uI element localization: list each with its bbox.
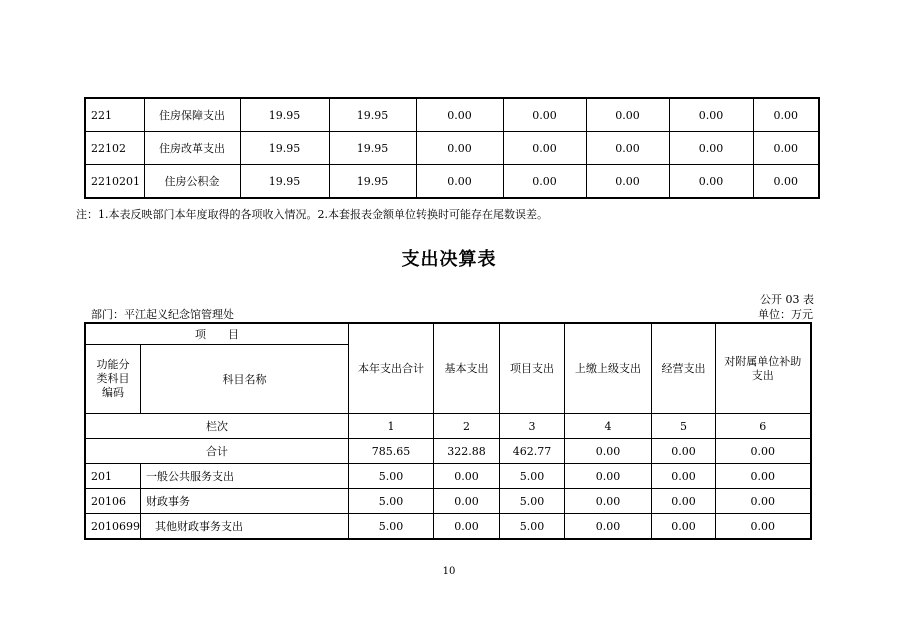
cell-value: 0.00 <box>586 98 669 132</box>
cell-value: 0.00 <box>416 98 503 132</box>
table-row <box>85 514 811 540</box>
cell-value: 19.95 <box>240 165 329 199</box>
cell-value: 19.95 <box>329 165 416 199</box>
cell-value: 0.00 <box>669 98 753 132</box>
cell-name: 其他财政事务支出 <box>141 514 349 540</box>
cell-value: 19.95 <box>329 132 416 165</box>
cell-code: 20106 <box>85 489 141 514</box>
income-table-continued <box>84 97 820 199</box>
cell-value: 0.00 <box>652 514 716 540</box>
cell-value: 0.00 <box>669 165 753 199</box>
cell-value: 0.00 <box>565 514 652 540</box>
index-cell: 1 <box>349 414 434 439</box>
cell-value: 0.00 <box>416 132 503 165</box>
cell-value: 0.00 <box>753 165 819 199</box>
column-header: 上缴上级支出 <box>565 323 652 414</box>
cell-code: 22102 <box>85 132 144 165</box>
cell-value: 19.95 <box>240 98 329 132</box>
index-label: 栏次 <box>85 414 349 439</box>
table-row <box>85 464 811 489</box>
cell-code: 2010699 <box>85 514 141 540</box>
cell-value: 0.00 <box>652 489 716 514</box>
cell-value: 0.00 <box>565 489 652 514</box>
cell-value: 0.00 <box>565 464 652 489</box>
index-row <box>85 414 811 439</box>
cell-value: 0.00 <box>434 514 500 540</box>
column-header: 对附属单位补助支出 <box>716 323 811 414</box>
cell-value: 0.00 <box>503 132 586 165</box>
cell-value: 19.95 <box>240 132 329 165</box>
cell-name: 住房保障支出 <box>144 98 240 132</box>
page-title: 支出决算表 <box>401 249 497 270</box>
table-row <box>85 98 819 132</box>
cell-name: 住房公积金 <box>144 165 240 199</box>
unit-label: 单位：万元 <box>758 308 813 321</box>
cell-code: 201 <box>85 464 141 489</box>
cell-name: 财政事务 <box>141 489 349 514</box>
total-cell: 0.00 <box>652 439 716 464</box>
cell-value: 0.00 <box>716 464 811 489</box>
header-code: 功能分类科目编码 <box>85 345 141 414</box>
header-row <box>85 323 811 345</box>
cell-code: 2210201 <box>85 165 144 199</box>
cell-value: 0.00 <box>669 132 753 165</box>
index-cell: 2 <box>434 414 500 439</box>
cell-value: 0.00 <box>716 514 811 540</box>
header-name: 科目名称 <box>141 345 349 414</box>
expenditure-table <box>84 322 812 540</box>
cell-value: 5.00 <box>349 489 434 514</box>
cell-value: 0.00 <box>416 165 503 199</box>
header-item: 项 目 <box>85 323 349 345</box>
total-cell: 0.00 <box>716 439 811 464</box>
total-label: 合计 <box>85 439 349 464</box>
cell-value: 0.00 <box>753 132 819 165</box>
cell-value: 0.00 <box>652 464 716 489</box>
cell-value: 5.00 <box>349 464 434 489</box>
department-label: 部门：平江起义纪念馆管理处 <box>91 308 234 321</box>
page-number: 10 <box>442 566 456 577</box>
form-code: 公开 03 表 <box>760 293 814 306</box>
cell-value: 0.00 <box>716 489 811 514</box>
cell-value: 19.95 <box>329 98 416 132</box>
table-row <box>85 489 811 514</box>
total-cell: 322.88 <box>434 439 500 464</box>
cell-name: 住房改革支出 <box>144 132 240 165</box>
cell-value: 0.00 <box>503 165 586 199</box>
cell-value: 0.00 <box>503 98 586 132</box>
total-cell: 462.77 <box>500 439 565 464</box>
cell-value: 0.00 <box>586 165 669 199</box>
index-cell: 6 <box>716 414 811 439</box>
index-cell: 4 <box>565 414 652 439</box>
cell-code: 221 <box>85 98 144 132</box>
cell-value: 0.00 <box>434 489 500 514</box>
table-row <box>85 165 819 199</box>
table-row <box>85 132 819 165</box>
cell-value: 0.00 <box>586 132 669 165</box>
cell-value: 0.00 <box>753 98 819 132</box>
total-cell: 0.00 <box>565 439 652 464</box>
column-header: 本年支出合计 <box>349 323 434 414</box>
cell-value: 5.00 <box>500 464 565 489</box>
cell-value: 5.00 <box>500 489 565 514</box>
column-header: 项目支出 <box>500 323 565 414</box>
total-row <box>85 439 811 464</box>
cell-value: 5.00 <box>349 514 434 540</box>
cell-name: 一般公共服务支出 <box>141 464 349 489</box>
column-header: 基本支出 <box>434 323 500 414</box>
cell-value: 5.00 <box>500 514 565 540</box>
total-cell: 785.65 <box>349 439 434 464</box>
table-note: 注：1.本表反映部门本年度取得的各项收入情况。2.本套报表金额单位转换时可能存在尾数误差。 <box>76 208 548 221</box>
index-cell: 5 <box>652 414 716 439</box>
cell-value: 0.00 <box>434 464 500 489</box>
index-cell: 3 <box>500 414 565 439</box>
column-header: 经营支出 <box>652 323 716 414</box>
